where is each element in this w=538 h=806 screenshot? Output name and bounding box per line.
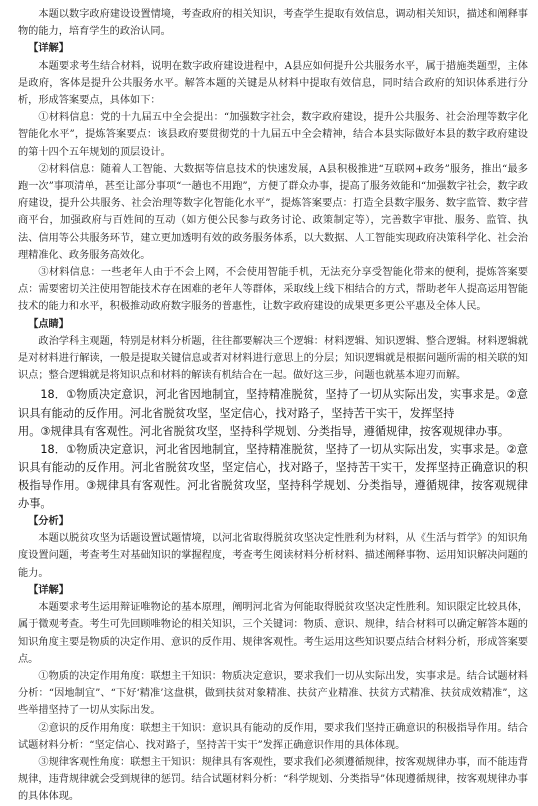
question-18-answer-draft xyxy=(18,386,528,422)
detail-heading-2: 【详解】 xyxy=(28,583,69,596)
material-point-3: ③材料信息：一些老年人由于不会上网，不会使用智能手机，无法充分享受智能化带来的便利，提炼答案要点：需要密切关注使用智能技术存在困难的老年人等群体，采取线上线下相结合的方式，帮助老年人提高运用智能技术的能力和水平，积极推动政府数字服务的普惠性，让数字政府建设的成果更多更公平惠及全体人民。 xyxy=(18,267,528,313)
tip-heading: 【点睛】 xyxy=(28,317,69,330)
analysis-heading: 【分析】 xyxy=(28,515,69,528)
analysis-paragraph-2: 本题要求考生运用辩证唯物论的基本原理，阐明河北省为何能取得脱贫攻坚决定性胜利。知识限定比较具体，属于微观考查。考生可先回顾唯物论的相关知识，三个关键词：物质、意识、规律，结合材料可以确定解答本题的知识角度主要是物质的决定作用、意识的反作用、规律客观性。考生运用这些知识要点结合材料分析，形成答案要点。 xyxy=(18,602,528,665)
point-consciousness: ②意识的反作用角度：联想主干知识：意识具有能动的反作用，要求我们坚持正确意识的积极指导作用。结合试题材料分析：“坚定信心、找对路子，坚持苦干实干”发挥正确意识作用的具体体现。 xyxy=(18,722,528,751)
tip-paragraph: 政治学科主观题，特别是材料分析题，往往都要解决三个逻辑：材料逻辑、知识逻辑、整合逻辑。材料逻辑就是对材料进行解读，一般是提取关键信息或者对材料进行意思上的分层；知识逻辑就是根据问题所需的相关联的知识点；整合逻辑就是将知识点和材料的解读有机结合在一起。做好这三步，问题也就基本迎刃而解。 xyxy=(18,335,528,382)
detail-heading: 【详解】 xyxy=(28,42,69,55)
q18-draft-line1: 18．①物质决定意识，河北省因地制宜，坚持精准脱贫，坚持了一切从实际出发，实事求是。②意识具有能动的反作用。河北省脱贫攻坚，坚定信心，找对路子，坚持苦干实干，发挥坚持 xyxy=(18,388,528,420)
material-point-2: ②材料信息：随着人工智能、大数据等信息技术的快速发展，A县积极推进“互联网+政务”服务，推出“最多跑一次”事项清单，甚至让部分事项“一趟也不用跑”，方便了群众办事，提高了服务效能和“加强数字社会，数字政府建设，提升公共服务、社会治理等数字化智能化水平”，提炼答案要点：打造全县数字服务、数字监管、数字营商平台，加强政府与百姓间的互动（如方便公民参与政务讨论、政策制定等），完善数字审批、服务、监管、执法、信用等公共服务环节，建立更加透明有效的政务服务体系，以大数据、人工智能实现政府决策科学化、社会治理精准化、政务服务高效化。 xyxy=(18,163,528,261)
intro-paragraph: 本题以数字政府建设设置情境，考查政府的相关知识，考查学生提取有效信息，调动相关知识，描述和阐释事物的能力，培育学生的政治认同。 xyxy=(18,9,528,38)
point-matter: ①物质的决定作用角度：联想主干知识：物质决定意识，要求我们一切从实际出发，实事求是。结合试题材料分析：“因地制宜”、“下好‘精准’这盘棋，做到扶贫对象精准、扶贫产业精准、扶贫方式精准、扶贫成效精准”，这些举措坚持了一切从实际出发。 xyxy=(18,670,528,717)
analysis-intro: 本题以脱贫攻坚为话题设置试题情境，以河北省取得脱贫攻坚决定性胜利为材料，从《生活与哲学》的知识角度设置问题，考查考生对基础知识的掌握程度，考查考生阅读材料分析材料、描述阐释事物、运用知识解决问题的能力。 xyxy=(18,533,528,579)
material-point-1: ①材料信息：党的十九届五中全会提出：“加强数字社会，数字政府建设，提升公共服务、社会治理等数字化智能化水平”，提炼答案要点：该县政府要贯彻党的十九届五中全会精神，结合本县实际做好本县的数字政府建设的第十四个五年规划的顶层设计。 xyxy=(18,112,529,158)
point-law: ③规律客观性角度：联想主干知识：规律具有客观性，要求我们必须遵循规律，按客观规律办事，而不能违背规律，违背规律就会受到规律的惩罚。结合试题材料分析：“科学规划、分类指导”体现遵循规律，按客观规律办事的具体体现。 xyxy=(18,756,528,803)
analysis-paragraph: 本题要求考生结合材料，说明在数字政府建设进程中，A县应如何提升公共服务水平，属于措施类题型，主体是政府，客体是提升公共服务水平。解答本题的关键是从材料中提取有效信息，同时结合政府的知识体系进行分析，形成答案要点，具体如下： xyxy=(18,60,528,107)
question-18-answer-draft-cont: 用。③规律具有客观性。河北省脱贫攻坚，坚持科学规划、分类指导，遵循规律，按客观规律办事。 xyxy=(18,424,510,438)
question-18-answer: 18．①物质决定意识，河北省因地制宜，坚持精准脱贫，坚持了一切从实际出发，实事求是。②意识具有能动的反作用。河北省脱贫攻坚，坚定信心，找对路子，坚持苦干实干，发挥坚持正确意识的积极指导作用。③规律具有客观性。河北省脱贫攻坚，坚持科学规划、分类指导，遵循规律，按客观规律办事。 xyxy=(18,443,528,511)
